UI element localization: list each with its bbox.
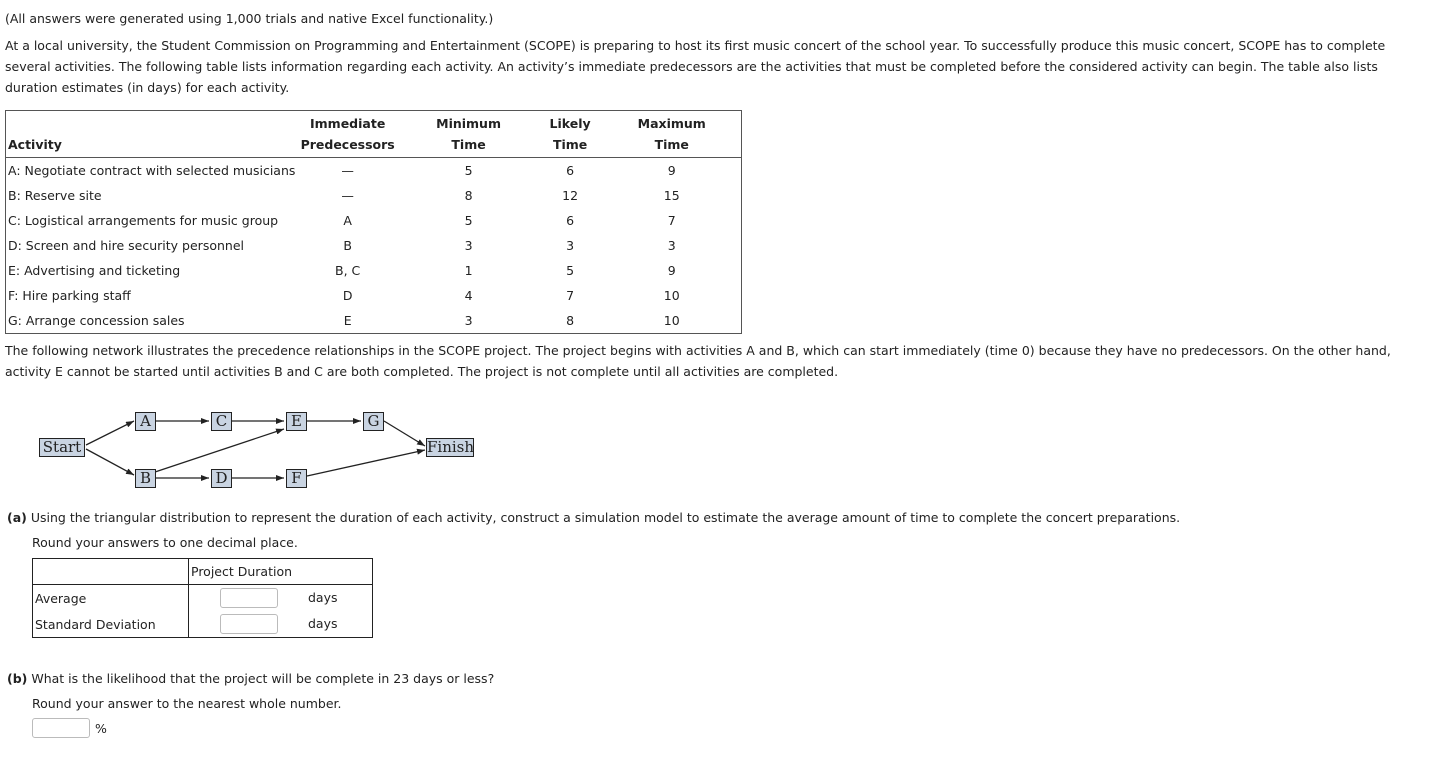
min-cell: 1 bbox=[464, 263, 473, 278]
table-row bbox=[6, 233, 742, 258]
node-d: D bbox=[211, 469, 232, 488]
likely-cell: 12 bbox=[562, 188, 579, 203]
table-row bbox=[6, 308, 742, 334]
pred-cell: E bbox=[343, 313, 352, 328]
arrow-b-e bbox=[155, 429, 284, 472]
max-cell: 10 bbox=[663, 313, 680, 328]
pred-cell: — bbox=[341, 188, 354, 203]
arrow-start-a bbox=[86, 421, 134, 445]
header-likely-top: Likely bbox=[549, 116, 591, 131]
note-text: (All answers were generated using 1,000 trials and native Excel functionality.) bbox=[5, 11, 494, 26]
arrow-g-finish bbox=[384, 421, 425, 446]
header-max-top: Maximum bbox=[637, 116, 706, 131]
likely-cell: 3 bbox=[566, 238, 575, 253]
node-a: A bbox=[135, 412, 156, 431]
min-cell: 8 bbox=[464, 188, 473, 203]
max-cell: 3 bbox=[667, 238, 676, 253]
likely-cell: 5 bbox=[566, 263, 575, 278]
percent-unit: % bbox=[95, 720, 107, 736]
activity-table bbox=[5, 110, 742, 334]
activity-cell: F: Hire parking staff bbox=[8, 288, 131, 303]
finish-node: Finish bbox=[427, 438, 475, 456]
table-row bbox=[6, 158, 742, 184]
header-activity-top bbox=[6, 111, 296, 135]
average-unit: days bbox=[308, 589, 338, 605]
arrow-f-finish bbox=[307, 450, 425, 476]
header-likely-bottom: Time bbox=[538, 134, 603, 158]
activity-cell: G: Arrange concession sales bbox=[8, 313, 185, 328]
max-cell: 10 bbox=[663, 288, 680, 303]
std-dev-unit: days bbox=[308, 615, 338, 631]
likely-cell: 7 bbox=[566, 288, 575, 303]
table-row bbox=[6, 283, 742, 308]
table-row bbox=[6, 183, 742, 208]
part-b-label: (b) bbox=[7, 671, 28, 686]
pred-cell: B, C bbox=[335, 263, 361, 278]
min-cell: 3 bbox=[464, 313, 473, 328]
std-dev-input[interactable] bbox=[220, 614, 278, 634]
min-cell: 5 bbox=[464, 213, 473, 228]
average-input[interactable] bbox=[220, 588, 278, 608]
likely-cell: 6 bbox=[566, 213, 575, 228]
min-cell: 3 bbox=[464, 238, 473, 253]
part-b-question-text: What is the likelihood that the project will be complete in 23 days or less? bbox=[31, 671, 495, 686]
table-row bbox=[6, 208, 742, 233]
activity-cell: B: Reserve site bbox=[8, 188, 102, 203]
min-cell: 5 bbox=[464, 163, 473, 178]
pred-cell: A bbox=[343, 213, 352, 228]
header-min-top: Minimum bbox=[436, 116, 501, 131]
max-cell: 15 bbox=[663, 188, 680, 203]
likelihood-input[interactable] bbox=[32, 718, 90, 738]
min-cell: 4 bbox=[464, 288, 473, 303]
header-pred-bottom: Predecessors bbox=[296, 134, 400, 158]
part-a-question-text: Using the triangular distribution to represent the duration of each activity, construct a simulation model to estimate the average amount of time to complete the concert preparations. bbox=[30, 510, 1181, 525]
max-cell: 9 bbox=[667, 163, 676, 178]
average-label: Average bbox=[33, 585, 189, 612]
node-f: F bbox=[286, 469, 307, 488]
part-a-instruction: Round your answers to one decimal place. bbox=[32, 535, 298, 550]
header-min-bottom: Time bbox=[399, 134, 537, 158]
likely-cell: 6 bbox=[566, 163, 575, 178]
node-e: E bbox=[286, 412, 307, 431]
header-max-bottom: Time bbox=[603, 134, 742, 158]
node-b: B bbox=[135, 469, 156, 488]
intro-text: At a local university, the Student Commission on Programming and Entertainment (SCOPE) is preparing to host its first music concert of the school year. To successfully produce this music concert, SCOPE has to complete several activities. The following table lists information regarding each activity. An activity’s immediate predecessors are the activities that must be completed before the considered activity can begin. The table also lists duration estimates (in days) for each activity. bbox=[5, 38, 1386, 95]
header-activity: Activity bbox=[6, 134, 296, 158]
pred-cell: D bbox=[342, 288, 353, 303]
header-pred-top: Immediate bbox=[310, 116, 386, 131]
node-c: C bbox=[211, 412, 232, 431]
network-description: The following network illustrates the precedence relationships in the SCOPE project. The project begins with activities A and B, which can start immediately (time 0) because they have no predecessors. On the other hand, activity E cannot be started until activities B and C are both completed. The project is not complete until all activities are completed. bbox=[5, 343, 1391, 379]
part-a-answer-table bbox=[32, 558, 373, 638]
part-b-answer bbox=[32, 718, 107, 738]
std-dev-label: Standard Deviation bbox=[33, 611, 189, 638]
activity-cell: C: Logistical arrangements for music group bbox=[8, 213, 279, 228]
part-a-question bbox=[7, 509, 1180, 527]
part-b-instruction: Round your answer to the nearest whole number. bbox=[32, 696, 342, 711]
node-g: G bbox=[363, 412, 384, 431]
pred-cell: — bbox=[341, 163, 354, 178]
max-cell: 9 bbox=[667, 263, 676, 278]
activity-cell: D: Screen and hire security personnel bbox=[8, 238, 244, 253]
arrow-start-b bbox=[86, 449, 134, 475]
project-duration-header: Project Duration bbox=[189, 559, 373, 585]
activity-cell: A: Negotiate contract with selected musicians bbox=[8, 163, 296, 178]
likely-cell: 8 bbox=[566, 313, 575, 328]
max-cell: 7 bbox=[667, 213, 676, 228]
table-row bbox=[6, 258, 742, 283]
part-a-label: (a) bbox=[7, 510, 27, 525]
pred-cell: B bbox=[343, 238, 352, 253]
start-node: Start bbox=[39, 438, 85, 457]
activity-cell: E: Advertising and ticketing bbox=[8, 263, 181, 278]
part-b-question bbox=[7, 670, 494, 688]
